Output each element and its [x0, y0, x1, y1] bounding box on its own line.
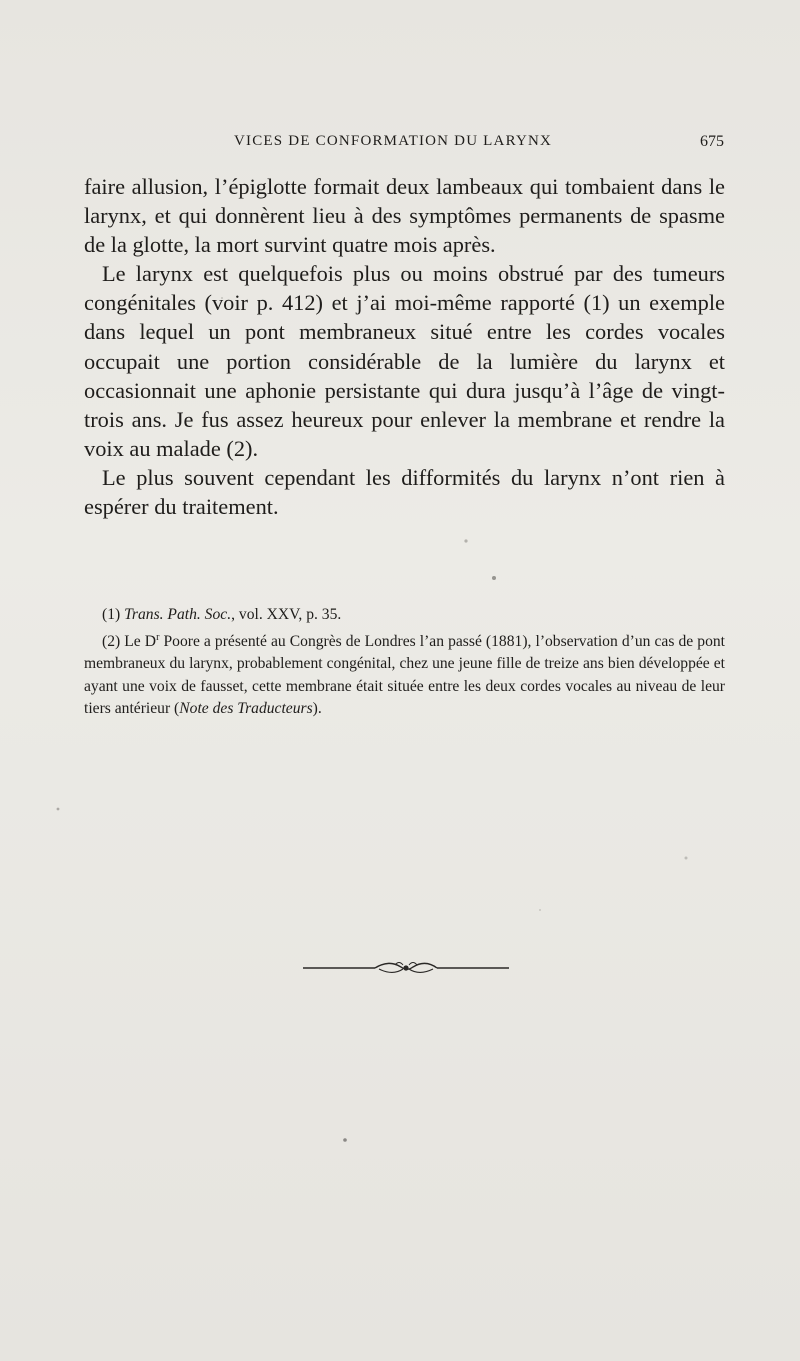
ornament-divider-icon: [303, 958, 509, 976]
footnote-1-marker: (1): [102, 606, 121, 623]
footnote-2-lead: Le D: [124, 632, 157, 650]
running-head: [84, 133, 724, 157]
paragraph-2: Le larynx est quelquefois plus ou moins obstrué par des tumeurs congénitales (voir p. 412) et j’ai moi-même rapporté (1) un exemple dans lequel un pont membraneux situé entre les cordes vocales occupait une portion considérable de la lumière du larynx et occasionnait une aphonie persistante qui dura jusqu’à l’âge de vingt-trois ans. Je fus assez heureux pour enlever la membrane et rendre la voix au malade (2).: [84, 261, 725, 461]
footnote-2-end: ).: [312, 700, 322, 718]
main-text: [84, 172, 725, 521]
paragraph-3: Le plus souvent cependant les difformités du larynx n’ont rien à espérer du traitement.: [84, 464, 725, 520]
footnote-2-note: Note des Traducteurs: [179, 700, 313, 718]
paragraph-1: faire allusion, l’épiglotte formait deux lambeaux qui tombaient dans le larynx, et qui donnèrent lieu à des symptômes permanents de spasme de la glotte, la mort survint quatre mois après.: [84, 174, 725, 258]
footnote-2-text: Poore a présenté au Congrès de Londres l’an passé (1881), l’observation d’un cas de pont membraneux du larynx, probablement congénital, chez une jeune fille de treize ans bien développée et ayant une voix de fausset, cette membrane était située entre les deux cordes vocales au niveau de leur tiers antérieur (: [84, 632, 725, 718]
footnote-1: [84, 604, 725, 627]
page-number: 675: [700, 133, 724, 150]
footnote-1-rest: , vol. XXV, p. 35.: [231, 606, 342, 623]
footnote-2-superscript: r: [156, 631, 160, 643]
footnote-2: [84, 627, 725, 721]
footnotes: [84, 604, 725, 721]
running-head-title: VICES DE CONFORMATION DU LARYNX: [234, 133, 553, 149]
footnote-1-source: Trans. Path. Soc.: [124, 606, 232, 623]
footnote-2-marker: (2): [102, 632, 121, 650]
